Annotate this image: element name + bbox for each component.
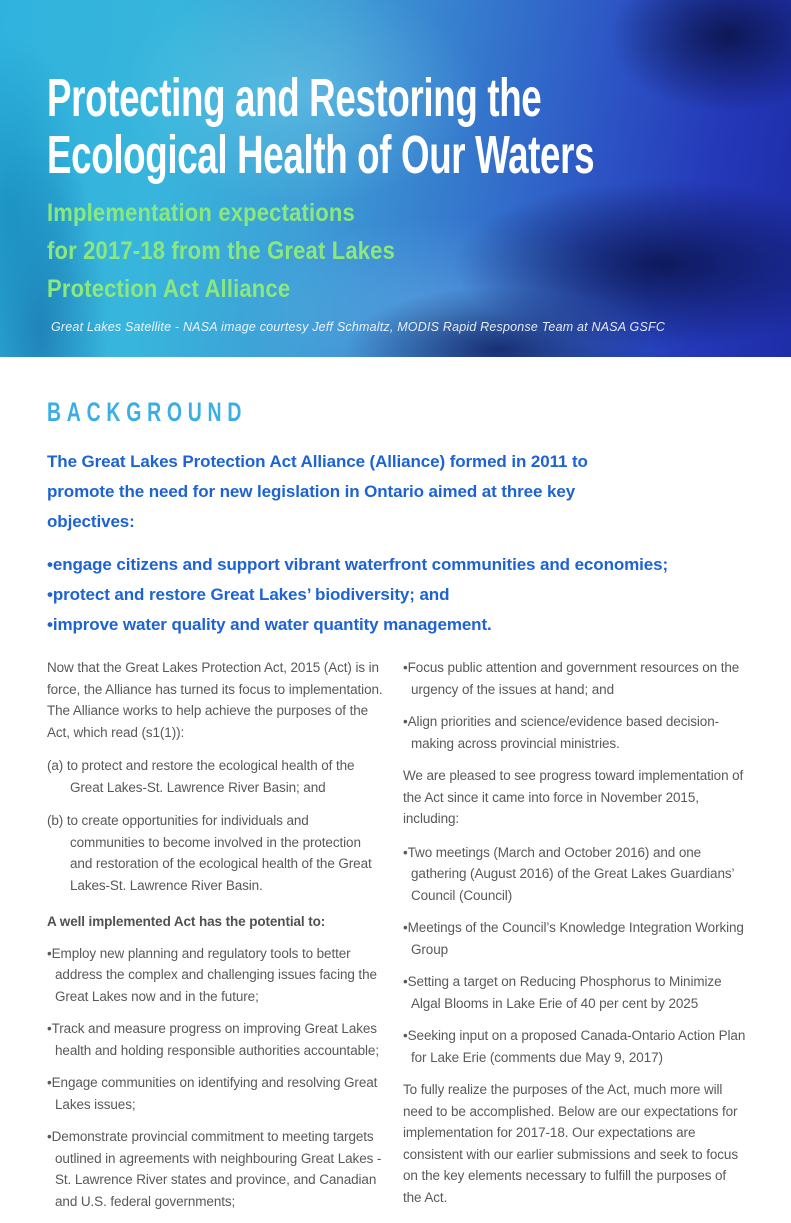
list-item: • Engage communities on identifying and resolving Great Lakes issues; [47,1072,386,1115]
intro-paragraph: The Great Lakes Protection Act Alliance (Alliance) formed in 2011 to promote the need for new legislation in Ontario aimed at three key objectives: [47,452,588,531]
list-item: • Seeking input on a proposed Canada-Ontario Action Plan for Lake Erie (comments due May 9, 2017) [403,1025,748,1068]
great-lakes-satellite-image [0,0,791,357]
page-title [47,70,594,184]
page-subtitle-line-1: Implementation expectations [47,199,355,227]
page-subtitle-line-3: Protection Act Alliance [47,275,291,303]
act-purpose-clause-b: (b) to create opportunities for individuals and communities to become involved in the protection and restoration of the ecological health of the Great Lakes-St. Lawrence River Basin. [47,813,372,893]
body-paragraph: Now that the Great Lakes Protection Act, 2015 (Act) is in force, the Alliance has turned its focus to implementation. The Alliance works to help achieve the purposes of the Act, which read (s1(1)): [47,660,383,740]
left-column [47,657,386,1223]
act-purpose-clause-a: (a) to protect and restore the ecological health of the Great Lakes-St. Lawrence River Basin; and [47,758,355,795]
section-heading-background: BACKGROUND [47,397,248,427]
objective-item: • improve water quality and water quantity management. [47,610,748,640]
image-credit-caption: Great Lakes Satellite - NASA image courtesy Jeff Schmaltz, MODIS Rapid Response Team at NASA GSFC [51,320,666,334]
list-item: • Meetings of the Council’s Knowledge Integration Working Group [403,917,748,960]
body-paragraph: We are pleased to see progress toward implementation of the Act since it came into force in November 2015, including: [403,768,744,826]
page-title-line-2: Ecological Health of Our Waters [47,125,595,185]
list-item: • Two meetings (March and October 2016) and one gathering (August 2016) of the Great Lakes Guardians’ Council (Council) [403,842,748,907]
objective-item: • engage citizens and support vibrant waterfront communities and economies; [47,550,748,580]
list-item: • Focus public attention and government resources on the urgency of the issues at hand; and [403,657,748,700]
body-columns [47,657,748,1223]
list-item: • Setting a target on Reducing Phosphorus to Minimize Algal Blooms in Lake Erie of 40 per cent by 2025 [403,971,748,1014]
list-item: • Track and measure progress on improving Great Lakes health and holding responsible authorities accountable; [47,1018,386,1061]
key-objectives-list [47,550,748,640]
page-subtitle [47,194,395,308]
background-section [0,357,791,1223]
objective-item: • protect and restore Great Lakes’ biodiversity; and [47,580,748,610]
page-title-line-1: Protecting and Restoring the [47,68,542,128]
right-column [403,657,748,1223]
page-subtitle-line-2: for 2017-18 from the Great Lakes [47,237,395,265]
list-item: • Align priorities and science/evidence based decision-making across provincial ministries. [403,711,748,754]
potential-subheading: A well implemented Act has the potential to: [47,914,326,929]
body-paragraph: To fully realize the purposes of the Act, much more will need to be accomplished. Below are our expectations for implementation for 2017-18. Our expectations are consistent with our earlier submissions and seek to focus on the key elements necessary to fulfill the purposes of the Act. [403,1082,738,1205]
list-item: • Demonstrate provincial commitment to meeting targets outlined in agreements with neighbouring Great Lakes - St. Lawrence River states and province, and Canadian and U.S. federal governments; [47,1126,386,1212]
list-item: • Employ new planning and regulatory tools to better address the complex and challenging issues facing the Great Lakes now and in the future; [47,943,386,1008]
